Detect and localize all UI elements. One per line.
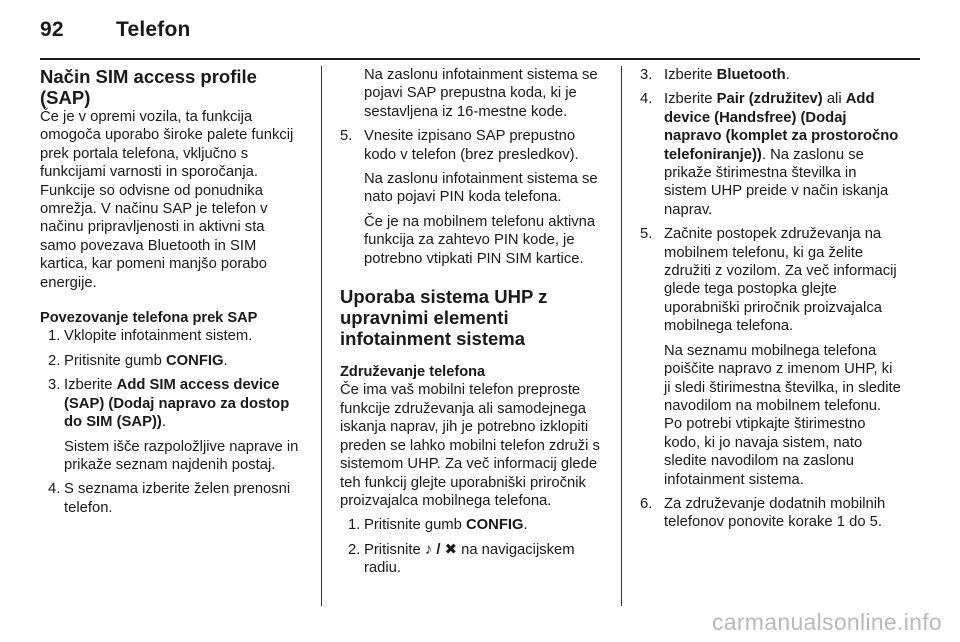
list-item (340, 127, 604, 268)
step-number: 2. (48, 352, 61, 369)
step-text: Izberite Bluetooth. (664, 67, 790, 83)
step-text: Za združevanje dodatnih mobilnih telefonov ponovite korake 1 do 5. (664, 495, 886, 531)
pair-option-label: Pair (združitev) (716, 91, 823, 108)
list-item (340, 516, 604, 534)
section-heading-sap: Način SIM access profile (SAP) (40, 66, 257, 108)
page-title: Telefon (116, 18, 191, 41)
column-3 (640, 66, 902, 538)
sap-steps-list (40, 327, 302, 517)
step-text: Izberite Pair (združitev) ali Add device (Handsfree) (Dodaj napravo (komplet za prostoročno telefoniranje)). Na zaslonu se prikaže štirimestna številka in sistem UHP preide v način iskanja naprav. (664, 91, 899, 218)
pairing-paragraph: Če ima vaš mobilni telefon preproste funkcije združevanja ali samodejnega iskanja naprav, jih je potrebno izklopiti preden se lahko mobilni telefon združi s sistemom UHP. Za več informacij glede teh funkcij glejte uporabniški priročnik proizvajalca mobilnega telefona. (340, 382, 600, 509)
config-button-label: CONFIG (165, 352, 224, 369)
bluetooth-option-label: Bluetooth (716, 67, 786, 83)
step-text: Vklopite infotainment sistem. (64, 328, 253, 345)
list-item (40, 480, 302, 517)
config-button-label: CONFIG (465, 517, 524, 534)
step-number: 4. (640, 91, 653, 108)
step-note: Na seznamu mobilnega telefona poiščite napravo z imenom UHP, ki ji sledi štirimestna številka, in sledite navodilom na mobilnem telefonu. Po potrebi vtipkajte štirimestno kodo, ki jo navaja sistem, nato sledite navodilom na zaslonu infotainment sistema. (664, 342, 901, 488)
step-number: 3. (48, 377, 61, 394)
step-note: Sistem išče razpoložljive naprave in prikaže seznam najdenih postaj. (64, 438, 299, 473)
step-text: Začnite postopek združevanja na mobilnem telefonu, ki ga želite združiti z vozilom. Za več informacij glede tega postopka glejte uporabniški priročnik proizvajalca mobilnega telefona. Na seznamu mobilnega telefona poiščite napravo z imenom UHP, ki ji sledi štirimestna številka, in sledite navodilom na mobilnem telefonu. Po potrebi vtipkajte štirimestno kodo, ki jo navaja sistem, nato sledite navodilom na zaslonu infotainment sistema. (664, 226, 901, 488)
step-note: Če je na mobilnem telefonu aktivna funkcija za zahtevo PIN kode, je potrebno vtipkati PIN SIM kartice. (364, 213, 596, 267)
step-number: 5. (340, 128, 353, 145)
intro-paragraph: Če je v opremi vozila, ta funkcija omogoča uporabo široke palete funkcij prek portala telefona, vključno s funkcijami varnosti in sporočanja. Funkcije so odvisne od ponudnika omrežja. V načinu SAP je telefon v načinu pripravljenosti in aktivni sta samo povezava Bluetooth in SIM kartica, kar pomeni manjšo porabo energije. (40, 109, 294, 291)
step-text: Pritisnite gumb CONFIG. (64, 352, 228, 369)
step-number: 1. (48, 328, 61, 345)
step-text: Pritisnite ♪ / ✖ na navigacijskem radiu. (364, 541, 575, 577)
column-divider (621, 66, 622, 606)
add-device-option-label: Add device (Handsfree) (Dodaj napravo (komplet za prostoročno telefoniranje)) (664, 91, 899, 163)
page-number: 92 (40, 18, 64, 41)
step-number: 2. (348, 541, 361, 558)
list-item (640, 495, 902, 532)
list-item (640, 225, 902, 489)
subheading-sap-connect: Povezovanje telefona prek SAP (40, 310, 258, 327)
watermark: carmanualsonline.info (711, 609, 942, 635)
pairing-steps-list-continued (640, 66, 902, 532)
step-text: Pritisnite gumb CONFIG. (364, 517, 528, 534)
list-item (40, 327, 302, 345)
list-item (640, 66, 902, 84)
section-heading-uhp: Uporaba sistema UHP z upravnimi elementi infotainment sistema (340, 286, 548, 350)
column-divider (321, 66, 322, 606)
pairing-steps-list (340, 516, 604, 577)
continued-paragraph: Na zaslonu infotainment sistema se pojavi SAP prepustna koda, ki je sestavljena iz 16-mestne kode. (364, 67, 598, 120)
step-text: Izberite Add SIM access device (SAP) (Dodaj napravo za dostop do SIM (SAP)). Sistem išče razpoložljive naprave in prikaže seznam najdenih postaj. (64, 376, 302, 474)
column-1 (40, 66, 302, 523)
subheading-pairing: Združevanje telefona (340, 364, 486, 381)
phone-mute-icon: ♪ / ✖ (424, 541, 457, 558)
step-note: Na zaslonu infotainment sistema se nato pojavi PIN koda telefona. (364, 171, 598, 206)
menu-option-label: Add SIM access device (SAP) (Dodaj napravo za dostop do SIM (SAP)) (64, 377, 290, 431)
step-number: 5. (640, 226, 653, 243)
step-number: 4. (48, 481, 61, 498)
step-number: 3. (640, 67, 653, 83)
step-text: S seznama izberite želen prenosni telefon. (64, 481, 291, 516)
column-2 (340, 66, 604, 584)
list-item (40, 352, 302, 370)
step-text: Vnesite izpisano SAP prepustno kodo v telefon (brez presledkov). Na zaslonu infotainment sistema se nato pojavi PIN koda telefona. Če je na mobilnem telefonu aktivna funkcija za zahtevo PIN kode, je potrebno vtipkati PIN SIM kartice. (364, 127, 604, 268)
step-number: 6. (640, 495, 653, 512)
list-item (40, 376, 302, 474)
header-rule (40, 58, 920, 60)
list-item (640, 90, 902, 219)
step-number: 1. (348, 517, 361, 534)
page-header (40, 18, 191, 42)
list-item (340, 541, 604, 578)
